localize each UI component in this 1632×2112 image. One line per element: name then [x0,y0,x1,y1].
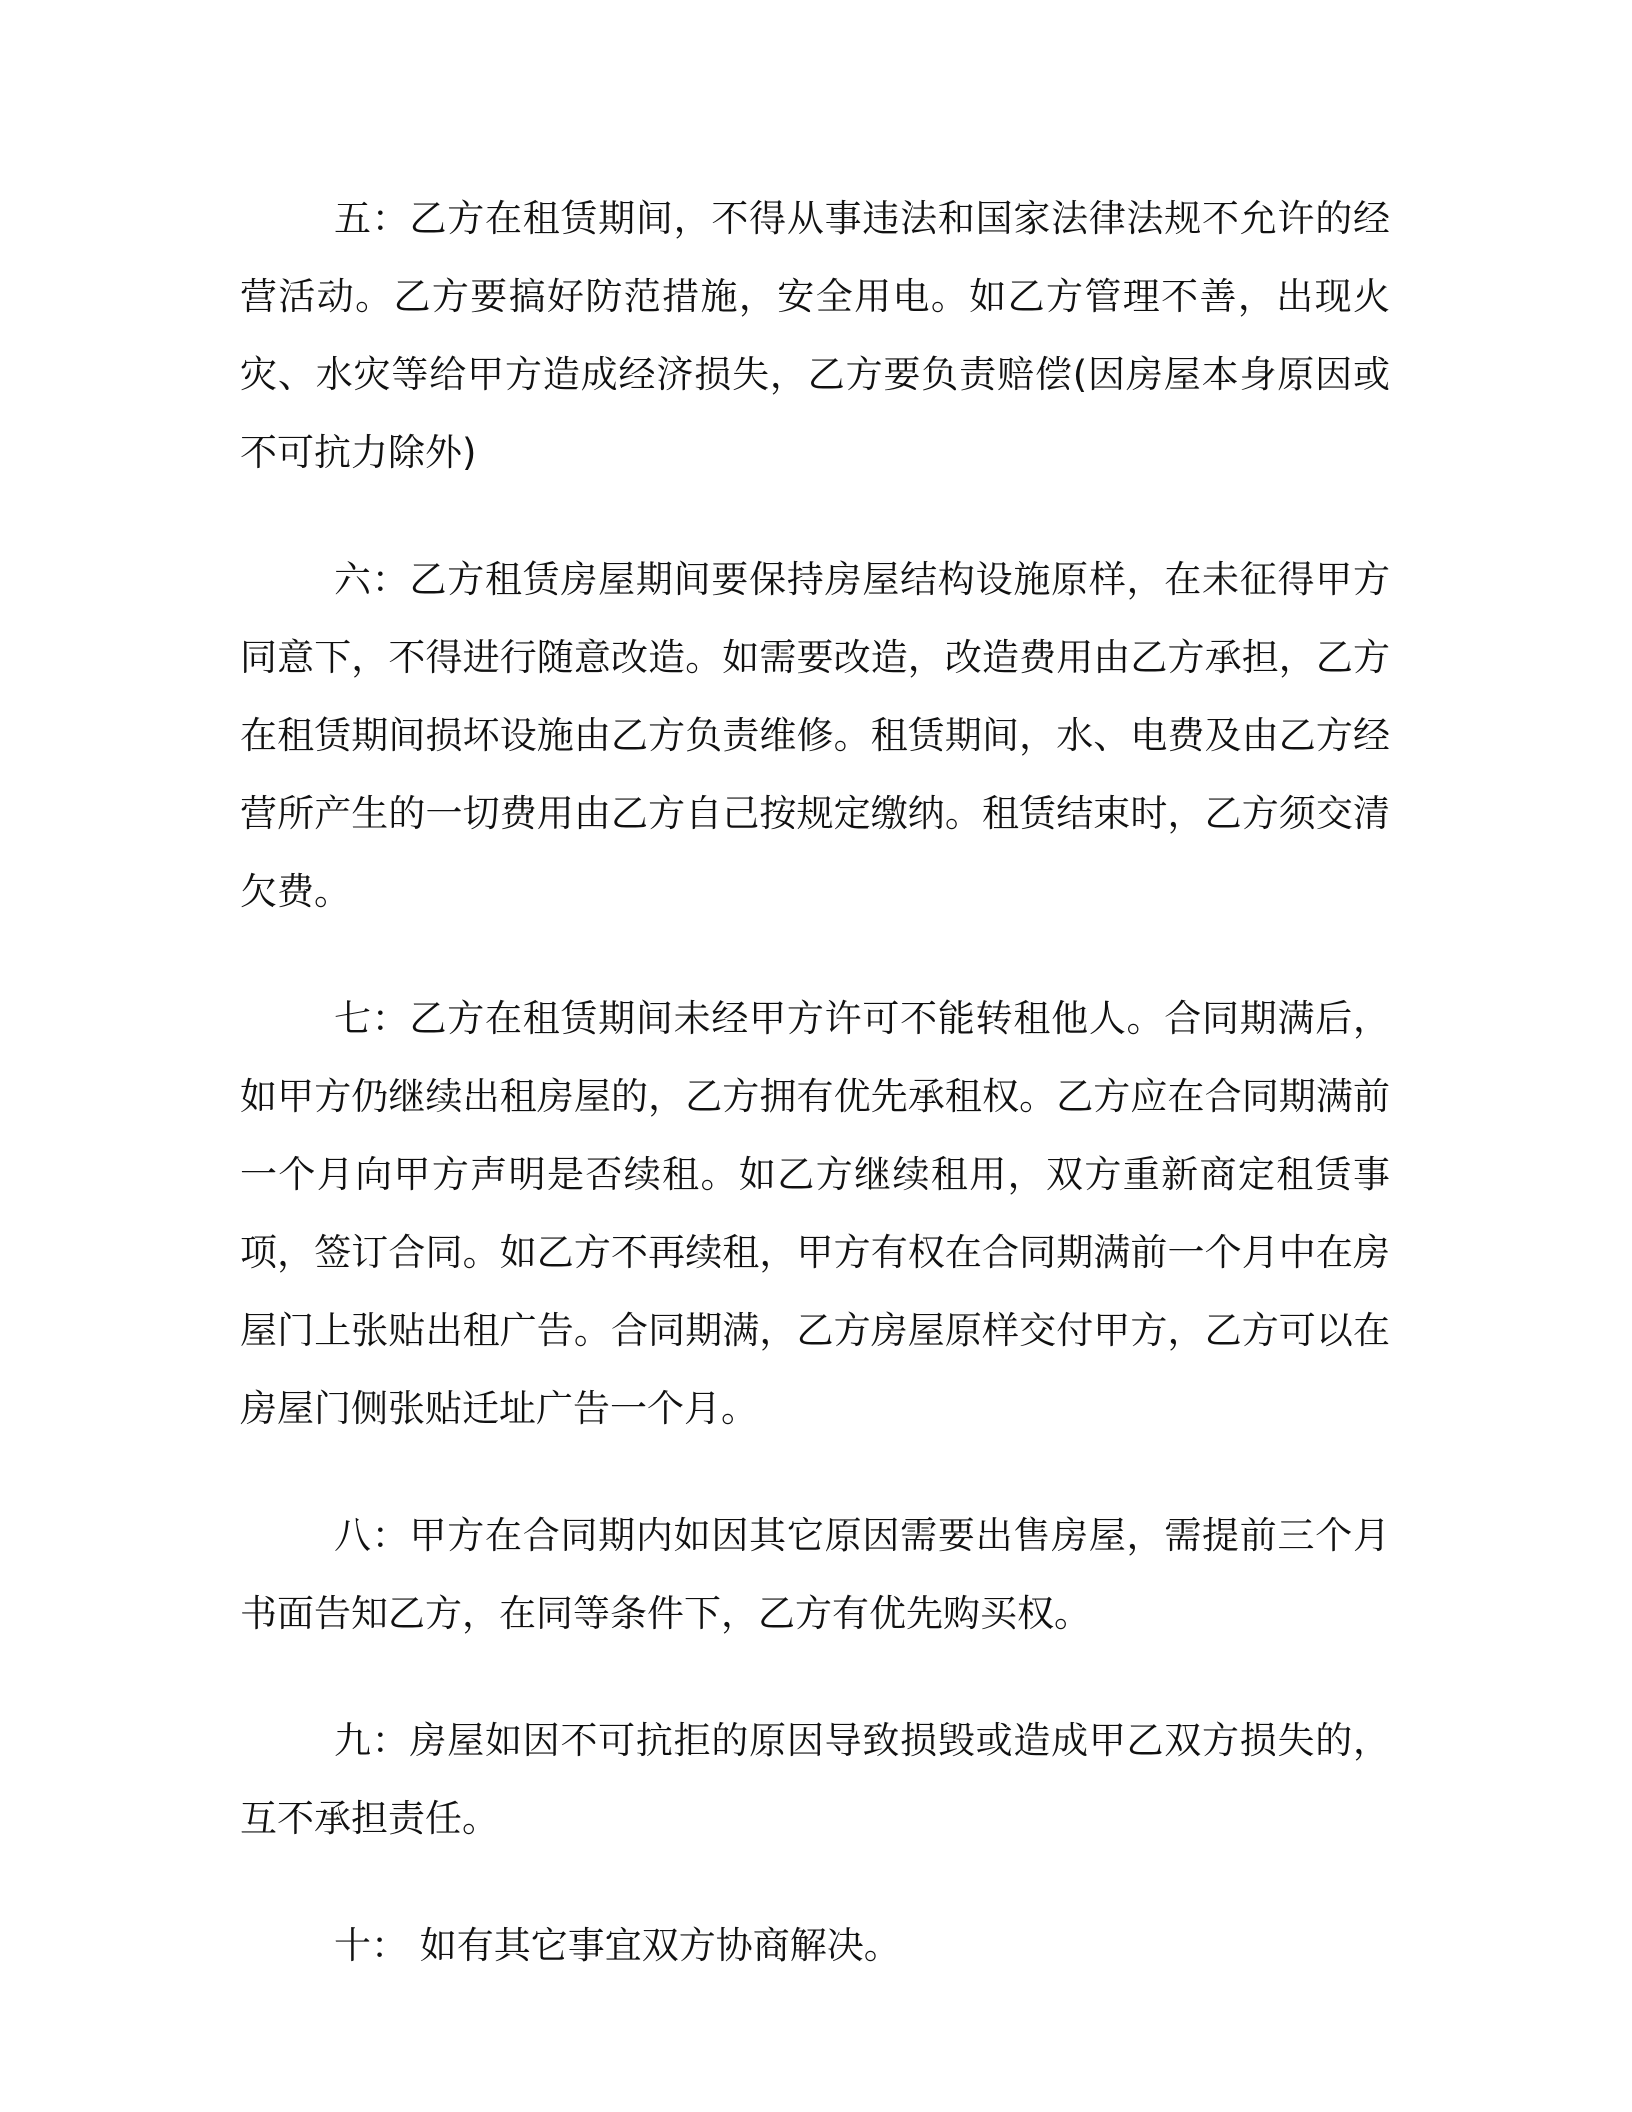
clause-5: 五：乙方在租赁期间，不得从事违法和国家法律法规不允许的经营活动。乙方要搞好防范措施，安全用电。如乙方管理不善，出现火灾、水灾等给甲方造成经济损失，乙方要负责赔偿(因房屋本身原因或不可抗力除外) [240,197,1390,474]
clause-10: 十： 如有其它事宜双方协商解决。 [334,1924,901,1967]
clause-9: 九：房屋如因不可抗拒的原因导致损毁或造成甲乙双方损失的，互不承担责任。 [240,1719,1390,1840]
clause-6: 六：乙方租赁房屋期间要保持房屋结构设施原样，在未征得甲方同意下，不得进行随意改造。如需要改造，改造费用由乙方承担，乙方在租赁期间损坏设施由乙方负责维修。租赁期间，水、电费及由乙方经营所产生的一切费用由乙方自己按规定缴纳。租赁结束时，乙方须交清欠费。 [240,558,1390,913]
clause-7: 七：乙方在租赁期间未经甲方许可不能转租他人。合同期满后，如甲方仍继续出租房屋的，乙方拥有优先承租权。乙方应在合同期满前一个月向甲方声明是否续租。如乙方继续租用，双方重新商定租赁事项，签订合同。如乙方不再续租，甲方有权在合同期满前一个月中在房屋门上张贴出租广告。合同期满，乙方房屋原样交付甲方，乙方可以在房屋门侧张贴迁址广告一个月。 [240,997,1390,1430]
contract-page [240,180,1390,1985]
clause-8: 八：甲方在合同期内如因其它原因需要出售房屋，需提前三个月书面告知乙方，在同等条件下，乙方有优先购买权。 [240,1514,1390,1635]
